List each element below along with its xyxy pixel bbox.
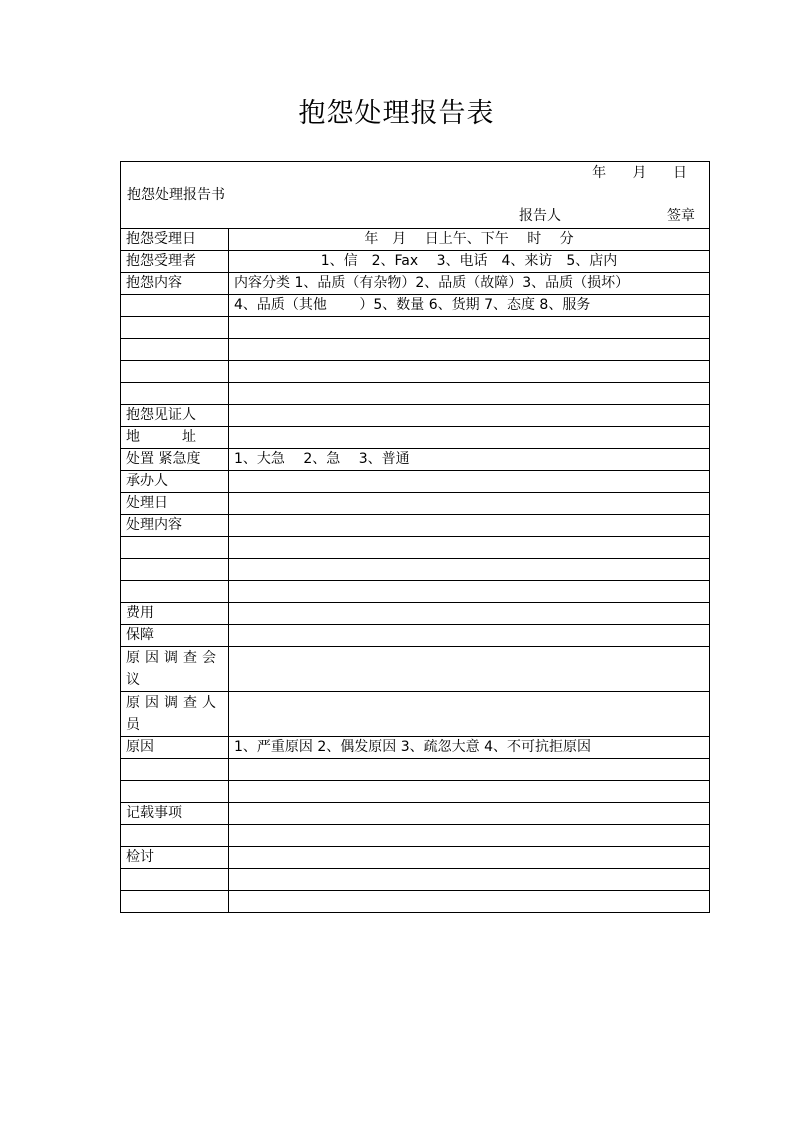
table-row xyxy=(121,273,710,295)
table-row xyxy=(121,781,710,803)
empty-label-cell xyxy=(121,891,229,913)
table-row xyxy=(121,471,710,493)
cause-field[interactable]: 1、严重原因 2、偶发原因 3、疏忽大意 4、不可抗拒原因 xyxy=(229,737,710,759)
content-field[interactable] xyxy=(229,383,710,405)
table-row xyxy=(121,737,710,759)
table-row xyxy=(121,803,710,825)
table-row xyxy=(121,427,710,449)
table-row xyxy=(121,559,710,581)
receive-date-label: 抱怨受理日 xyxy=(121,229,229,251)
process-content-field[interactable] xyxy=(229,515,710,537)
cost-field[interactable] xyxy=(229,603,710,625)
handler-label: 承办人 xyxy=(121,471,229,493)
empty-label-cell xyxy=(121,361,229,383)
handler-field[interactable] xyxy=(229,471,710,493)
table-row xyxy=(121,537,710,559)
table-row xyxy=(121,295,710,317)
table-row xyxy=(121,515,710,537)
table-row xyxy=(121,647,710,692)
content-label: 抱怨内容 xyxy=(121,273,229,295)
content-category-line-1[interactable]: 内容分类 1、品质（有杂物）2、品质（故障）3、品质（损坏） xyxy=(229,273,710,295)
reporter-label: 报告人 xyxy=(519,208,561,224)
witness-field[interactable] xyxy=(229,405,710,427)
guarantee-field[interactable] xyxy=(229,625,710,647)
table-row xyxy=(121,229,710,251)
document-title: 抱怨处理报告表 xyxy=(298,98,495,129)
seal-label: 签章 xyxy=(667,208,695,224)
content-field[interactable] xyxy=(229,339,710,361)
urgency-field[interactable]: 1、大急 2、急 3、普通 xyxy=(229,449,710,471)
process-content-field[interactable] xyxy=(229,537,710,559)
report-book-label: 抱怨处理报告书 xyxy=(127,187,225,203)
table-row xyxy=(121,891,710,913)
cause-label: 原因 xyxy=(121,737,229,759)
review-field[interactable] xyxy=(229,869,710,891)
notes-field[interactable] xyxy=(229,803,710,825)
empty-label-cell xyxy=(121,869,229,891)
cause-detail-field[interactable] xyxy=(229,759,710,781)
table-row xyxy=(121,361,710,383)
empty-label-cell xyxy=(121,581,229,603)
empty-label-cell xyxy=(121,295,229,317)
process-content-field[interactable] xyxy=(229,559,710,581)
empty-label-cell xyxy=(121,759,229,781)
table-row xyxy=(121,625,710,647)
content-field[interactable] xyxy=(229,361,710,383)
address-field[interactable] xyxy=(229,427,710,449)
content-field[interactable] xyxy=(229,317,710,339)
cause-detail-field[interactable] xyxy=(229,781,710,803)
receive-date-field[interactable]: 年 月 日上午、下午 时 分 xyxy=(229,229,710,251)
empty-label-cell xyxy=(121,781,229,803)
table-row xyxy=(121,603,710,625)
cost-label: 费用 xyxy=(121,603,229,625)
table-row xyxy=(121,692,710,737)
empty-label-cell xyxy=(121,559,229,581)
urgency-label: 处置 紧急度 xyxy=(121,449,229,471)
table-row xyxy=(121,759,710,781)
address-label: 地 址 xyxy=(121,427,229,449)
receiver-label: 抱怨受理者 xyxy=(121,251,229,273)
process-content-field[interactable] xyxy=(229,581,710,603)
table-row xyxy=(121,383,710,405)
review-field[interactable] xyxy=(229,847,710,869)
empty-label-cell xyxy=(121,383,229,405)
table-row xyxy=(121,847,710,869)
table-row xyxy=(121,405,710,427)
witness-label: 抱怨见证人 xyxy=(121,405,229,427)
complaint-report-table xyxy=(120,161,710,913)
empty-label-cell xyxy=(121,825,229,847)
table-row xyxy=(121,825,710,847)
cause-meeting-field[interactable] xyxy=(229,647,710,692)
process-date-label: 处理日 xyxy=(121,493,229,515)
empty-label-cell xyxy=(121,537,229,559)
guarantee-label: 保障 xyxy=(121,625,229,647)
empty-label-cell xyxy=(121,339,229,361)
table-row xyxy=(121,493,710,515)
table-row xyxy=(121,251,710,273)
header-row xyxy=(121,162,710,229)
process-content-label: 处理内容 xyxy=(121,515,229,537)
cause-meeting-label: 原因调查会议 xyxy=(121,647,229,692)
receiver-field[interactable]: 1、信 2、Fax 3、电话 4、来访 5、店内 xyxy=(229,251,710,273)
header-cell xyxy=(121,162,710,229)
content-category-line-2[interactable]: 4、品质（其他 ）5、数量 6、货期 7、态度 8、服务 xyxy=(229,295,710,317)
table-row xyxy=(121,449,710,471)
notes-field[interactable] xyxy=(229,825,710,847)
review-label: 检讨 xyxy=(121,847,229,869)
table-row xyxy=(121,339,710,361)
cause-staff-label: 原因调查人员 xyxy=(121,692,229,737)
table-row xyxy=(121,869,710,891)
table-row xyxy=(121,581,710,603)
review-field[interactable] xyxy=(229,891,710,913)
header-date: 年 月 日 xyxy=(592,165,687,181)
empty-label-cell xyxy=(121,317,229,339)
process-date-field[interactable] xyxy=(229,493,710,515)
notes-label: 记载事项 xyxy=(121,803,229,825)
table-row xyxy=(121,317,710,339)
cause-staff-field[interactable] xyxy=(229,692,710,737)
